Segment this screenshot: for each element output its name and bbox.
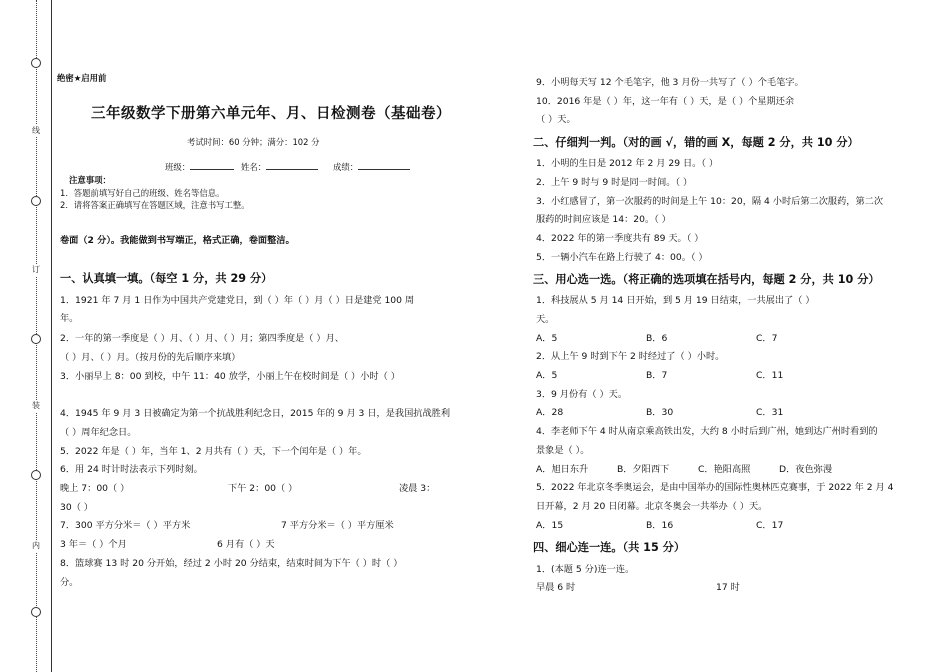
note-2: 2．请将答案正确填写在答题区域，注意书写工整。 — [60, 200, 250, 210]
choice-3-option-b[interactable]: B．30 — [646, 407, 674, 418]
q2-line1: 2．一年的第一季度是（ ）月、（ ）月、（ ）月；第四季度是（ ）月、 — [60, 333, 344, 344]
notes-title: 注意事项： — [69, 175, 111, 185]
margin-mark-nei: 内 — [32, 541, 40, 550]
name-blank[interactable] — [266, 160, 318, 170]
match-left-item[interactable]: 早晨 6 时 — [536, 582, 576, 593]
note-1: 1．答题前填写好自己的班级、姓名等信息。 — [60, 188, 225, 198]
q10-line2: （ ）天。 — [536, 114, 576, 125]
binding-hole — [31, 196, 41, 206]
q7-item-b: 7 平方分米＝（ ）平方厘米 — [281, 520, 394, 531]
choice-5-option-c[interactable]: C．17 — [756, 520, 784, 531]
q10-line1: 10．2016 年是（ ）年，这一年有（ ）天，是（ ）个星期还余 — [536, 96, 795, 107]
choice-4-option-d[interactable]: D．夜色弥漫 — [779, 464, 833, 475]
choice-5-option-b[interactable]: B．16 — [646, 520, 674, 531]
section-3-title: 三、用心选一选。（将正确的选项填在括号内，每题 2 分，共 10 分） — [533, 273, 880, 286]
binding-hole — [31, 470, 41, 480]
q6-item-b: 下午 2：00（ ） — [228, 483, 298, 494]
choice-3-option-a[interactable]: A．28 — [536, 407, 564, 418]
section-1-title: 一、认真填一填。（每空 1 分，共 29 分） — [60, 272, 273, 285]
q1-line2: 年。 — [60, 313, 79, 324]
judge-2: 2．上午 9 时与 9 时是同一时间。（ ） — [536, 177, 693, 188]
match-right-item[interactable]: 17 时 — [716, 582, 740, 593]
q6-item-a: 晚上 7：00（ ） — [60, 483, 130, 494]
choice-1-option-a[interactable]: A．5 — [536, 333, 558, 344]
q4-line2: （ ）周年纪念日。 — [60, 427, 137, 438]
q6-line: 6．用 24 时计时法表示下列时刻。 — [60, 464, 203, 475]
choice-2-option-a[interactable]: A．5 — [536, 370, 558, 381]
q8-line2: 分。 — [60, 577, 79, 588]
q6-item-c: 凌晨 3： — [399, 483, 436, 494]
choice-1-line2: 天。 — [536, 314, 555, 325]
choice-2-option-b[interactable]: B．7 — [646, 370, 668, 381]
class-label: 班级： — [165, 162, 191, 172]
margin-mark-xian: 线 — [32, 126, 40, 135]
q5-line: 5．2022 年是（ ）年，当年 1、2 月共有（ ）天，下一个闰年是（ ）年。 — [60, 446, 367, 457]
margin-rule — [51, 0, 52, 672]
binding-hole — [31, 607, 41, 617]
q7-item-d: 6 月有（ ）天 — [217, 539, 275, 550]
q9-line: 9．小明每天写 12 个毛笔字，他 3 月份一共写了（ ）个毛笔字。 — [536, 77, 804, 88]
choice-5-line2: 日开幕，2 月 20 日闭幕。北京冬奥会一共举办（ ）天。 — [536, 501, 768, 512]
q3-line: 3．小丽早上 8：00 到校，中午 11：40 放学，小丽上午在校时间是（ ）小时（ ） — [60, 371, 400, 382]
q8-line1: 8．篮球赛 13 时 20 分开始，经过 2 小时 20 分结束，结束时间为下午（ ）时（ ） — [60, 558, 403, 569]
q4-line1: 4．1945 年 9 月 3 日被确定为第一个抗战胜利纪念日，2015 年的 9 月 3 日，是我国抗战胜利 — [60, 408, 451, 419]
exam-info: 考试时间：60 分钟；满分：102 分 — [187, 137, 320, 147]
class-field — [165, 160, 234, 173]
score-label: 成绩： — [333, 162, 359, 172]
q7-item-c: 3 年＝（ ）个月 — [60, 539, 127, 550]
q6-item-d: 30（ ） — [60, 502, 93, 513]
q2-line2: （ ）月、（ ）月。（按月份的先后顺序来填） — [60, 352, 241, 363]
choice-1-line1: 1．科技展从 5 月 14 日开始，到 5 月 19 日结束，一共展出了（ ） — [536, 295, 815, 306]
class-blank[interactable] — [190, 160, 234, 170]
choice-3-option-c[interactable]: C．31 — [756, 407, 784, 418]
score-blank[interactable] — [358, 160, 410, 170]
judge-1: 1．小明的生日是 2012 年 2 月 29 日。（ ） — [536, 158, 719, 169]
choice-2-line: 2．从上午 9 时到下午 2 时经过了（ ）小时。 — [536, 351, 725, 362]
judge-3-line1: 3．小红感冒了，第一次服药的时间是上午 10：20，隔 4 小时后第二次服药，第二次 — [536, 196, 884, 207]
binding-hole — [31, 58, 41, 68]
score-field — [333, 160, 410, 173]
choice-4-option-b[interactable]: B．夕阳西下 — [617, 464, 670, 475]
choice-3-line: 3．9 月份有（ ）天。 — [536, 389, 628, 400]
margin-mark-zhuang: 装 — [32, 401, 40, 410]
choice-5-option-a[interactable]: A．15 — [536, 520, 564, 531]
name-label: 姓名： — [241, 162, 267, 172]
margin-mark-ding: 订 — [32, 265, 40, 274]
choice-4-option-c[interactable]: C．艳阳高照 — [698, 464, 751, 475]
q1-line1: 1．1921 年 7 月 1 日作为中国共产党建党日，到（ ）年（ ）月（ ）日是建党 100 周 — [60, 295, 415, 306]
match-1-title: 1．(本题 5 分)连一连。 — [536, 564, 635, 575]
choice-1-option-c[interactable]: C．7 — [756, 333, 778, 344]
judge-5: 5．一辆小汽车在路上行驶了 4：00。（ ） — [536, 252, 708, 263]
judge-4: 4．2022 年的第一季度共有 89 天。（ ） — [536, 233, 704, 244]
choice-4-line1: 4．李老师下午 4 时从南京乘高铁出发，大约 8 小时后到广州，她到达广州时看到的 — [536, 426, 878, 437]
choice-5-line1: 5．2022 年北京冬季奥运会，是由中国举办的国际性奥林匹克赛事，于 2022 年 2 月 4 — [536, 482, 894, 493]
exam-title: 三年级数学下册第六单元年、月、日检测卷（基础卷） — [91, 106, 451, 122]
judge-3-line2: 服药的时间应该是 14：20。（ ） — [536, 214, 671, 225]
choice-1-option-b[interactable]: B．6 — [646, 333, 668, 344]
choice-4-option-a[interactable]: A．旭日东升 — [536, 464, 589, 475]
section-2-title: 二、仔细判一判。（对的画 √，错的画 X，每题 2 分，共 10 分） — [533, 136, 859, 149]
choice-4-line2: 景象是（ ）。 — [536, 445, 590, 456]
choice-2-option-c[interactable]: C．11 — [756, 370, 784, 381]
section-4-title: 四、细心连一连。（共 15 分） — [533, 541, 686, 554]
confidential-label: 绝密★启用前 — [57, 73, 107, 83]
name-field — [241, 160, 318, 173]
binding-margin — [0, 0, 52, 672]
binding-hole — [31, 334, 41, 344]
q7-item-a: 7．300 平方分米＝（ ）平方米 — [60, 520, 191, 531]
neatness-line: 卷面（2 分）。我能做到书写端正，格式正确，卷面整洁。 — [60, 235, 295, 246]
